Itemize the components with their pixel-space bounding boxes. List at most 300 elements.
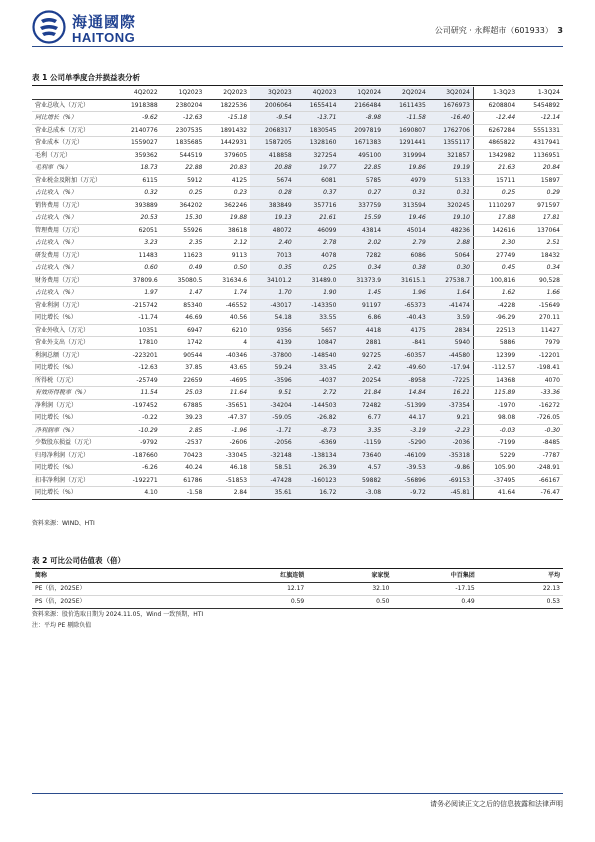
table2-cell: 0.49 bbox=[393, 596, 478, 609]
table1-cell: 7013 bbox=[250, 249, 295, 262]
table1-cell: 6086 bbox=[384, 249, 429, 262]
table1-column-header: 4Q2023 bbox=[295, 87, 340, 99]
table1-cell: -0.22 bbox=[116, 412, 161, 425]
table1-cell: 3.35 bbox=[339, 424, 384, 437]
table1-cell: 495100 bbox=[339, 149, 384, 162]
table1-row bbox=[32, 462, 563, 475]
table1-cell: 1891432 bbox=[205, 124, 250, 137]
table1-cell: -5290 bbox=[384, 437, 429, 450]
table1-title-rule bbox=[32, 85, 563, 86]
table1-cell: 27749 bbox=[474, 249, 519, 262]
table1-cell: -40.43 bbox=[384, 312, 429, 325]
table1-cell: 0.31 bbox=[384, 187, 429, 200]
table1-cell: 2.79 bbox=[384, 237, 429, 250]
table1-cell: 19.86 bbox=[384, 162, 429, 175]
table1-cell: -60357 bbox=[384, 349, 429, 362]
table1-cell: -59.05 bbox=[250, 412, 295, 425]
logo-cn-text: 海通國際 bbox=[72, 13, 137, 31]
table1-cell: 2097819 bbox=[339, 124, 384, 137]
table1-cell: 10351 bbox=[116, 324, 161, 337]
table1-cell: 364202 bbox=[161, 199, 206, 212]
table1-cell: -3596 bbox=[250, 374, 295, 387]
table1-cell: 1291441 bbox=[384, 137, 429, 150]
table1-row bbox=[32, 449, 563, 462]
table1-cell: 72482 bbox=[339, 399, 384, 412]
table1-cell: 2.35 bbox=[161, 237, 206, 250]
table1-cell: 1.97 bbox=[116, 287, 161, 300]
table1-cell: -33.36 bbox=[518, 387, 563, 400]
table1-cell: 11.64 bbox=[205, 387, 250, 400]
table1-cell: -12.14 bbox=[518, 112, 563, 125]
table1-cell: 41.64 bbox=[474, 487, 519, 500]
table1-cell: 45014 bbox=[384, 224, 429, 237]
table1-cell: 0.45 bbox=[474, 262, 519, 275]
table1-cell: -160123 bbox=[295, 474, 340, 487]
table2-column-header: 平均 bbox=[478, 570, 563, 583]
table1-cell: -198.41 bbox=[518, 362, 563, 375]
table1-cell: 1690807 bbox=[384, 124, 429, 137]
table1-cell: 0.25 bbox=[474, 187, 519, 200]
table1-cell: 2.12 bbox=[205, 237, 250, 250]
table1-cell: -6369 bbox=[295, 437, 340, 450]
table1-cell: -40346 bbox=[205, 349, 250, 362]
table1-row-label: 毛利率（%） bbox=[32, 162, 116, 175]
table1-cell: 25.03 bbox=[161, 387, 206, 400]
table1-cell: 2.40 bbox=[250, 237, 295, 250]
table1-cell: -15.18 bbox=[205, 112, 250, 125]
table1-cell: 19.88 bbox=[205, 212, 250, 225]
table1-cell: -192271 bbox=[116, 474, 161, 487]
table1-cell: 9113 bbox=[205, 249, 250, 262]
table1-cell: 2.78 bbox=[295, 237, 340, 250]
table1-cell: 1.45 bbox=[339, 287, 384, 300]
table1-row bbox=[32, 337, 563, 350]
table1-column-header: 2Q2024 bbox=[384, 87, 429, 99]
table1-cell: -8.73 bbox=[295, 424, 340, 437]
table1-cell: 321857 bbox=[429, 149, 474, 162]
table1-cell: 4979 bbox=[384, 174, 429, 187]
table1-column-header: 4Q2022 bbox=[116, 87, 161, 99]
table1-row bbox=[32, 474, 563, 487]
table1-cell: -66167 bbox=[518, 474, 563, 487]
table1-cell: -10.29 bbox=[116, 424, 161, 437]
table1-cell: 418858 bbox=[250, 149, 295, 162]
table1-cell: 18.73 bbox=[116, 162, 161, 175]
table1-cell: -8958 bbox=[384, 374, 429, 387]
table1-cell: 18432 bbox=[518, 249, 563, 262]
table1-cell: -7787 bbox=[518, 449, 563, 462]
table1-cell: 48072 bbox=[250, 224, 295, 237]
table1-cell: 7282 bbox=[339, 249, 384, 262]
table1-cell: 16.21 bbox=[429, 387, 474, 400]
table2-cell: 22.13 bbox=[478, 583, 563, 596]
table1-cell: 59.24 bbox=[250, 362, 295, 375]
table1-cell: 0.49 bbox=[161, 262, 206, 275]
table1-cell: -12.63 bbox=[161, 112, 206, 125]
table1-cell: -8.98 bbox=[339, 112, 384, 125]
haitong-logo bbox=[32, 8, 136, 48]
table1-cell: -12.44 bbox=[474, 112, 519, 125]
income-statement-table bbox=[32, 87, 563, 500]
table1-cell: -726.05 bbox=[518, 412, 563, 425]
table1-cell: 5551331 bbox=[518, 124, 563, 137]
table1-cell: 5912 bbox=[161, 174, 206, 187]
table1-row bbox=[32, 112, 563, 125]
table1-cell: 38618 bbox=[205, 224, 250, 237]
table1-row-label: 营业总收入（万元） bbox=[32, 99, 116, 112]
table1-cell: -143350 bbox=[295, 299, 340, 312]
table1-cell: 1.62 bbox=[474, 287, 519, 300]
table1-cell: 0.28 bbox=[250, 187, 295, 200]
table1-cell: -12.63 bbox=[116, 362, 161, 375]
table1-row bbox=[32, 174, 563, 187]
table1-cell: 6210 bbox=[205, 324, 250, 337]
table1-cell: -4695 bbox=[205, 374, 250, 387]
table1-row-label: 同比增长（%） bbox=[32, 487, 116, 500]
table1-title: 表 1 公司单季度合并损益表分析 bbox=[32, 73, 140, 82]
table1-cell: 5229 bbox=[474, 449, 519, 462]
table1-row bbox=[32, 424, 563, 437]
table1-cell: 2006064 bbox=[250, 99, 295, 112]
table1-cell: 31615.1 bbox=[384, 274, 429, 287]
table1-row-label: 所得税（万元） bbox=[32, 374, 116, 387]
table1-cell: 17810 bbox=[116, 337, 161, 350]
table1-cell: -76.47 bbox=[518, 487, 563, 500]
table1-cell: -35318 bbox=[429, 449, 474, 462]
table1-cell: 17.81 bbox=[518, 212, 563, 225]
table1-cell: 2380204 bbox=[161, 99, 206, 112]
table1-cell: 15.59 bbox=[339, 212, 384, 225]
table1-cell: 11483 bbox=[116, 249, 161, 262]
table1-cell: 33.55 bbox=[295, 312, 340, 325]
table1-cell: 362246 bbox=[205, 199, 250, 212]
footer-divider bbox=[32, 793, 563, 794]
table1-row-label: 占比收入（%） bbox=[32, 262, 116, 275]
table1-cell: -41474 bbox=[429, 299, 474, 312]
table1-cell: 1671383 bbox=[339, 137, 384, 150]
table1-cell: -1.71 bbox=[250, 424, 295, 437]
table1-cell: 2.85 bbox=[161, 424, 206, 437]
table1-cell: -15649 bbox=[518, 299, 563, 312]
footer-disclaimer: 请务必阅读正文之后的信息披露和法律声明 bbox=[430, 800, 563, 808]
table1-cell: 5674 bbox=[250, 174, 295, 187]
table1-cell: -37495 bbox=[474, 474, 519, 487]
table1-row bbox=[32, 212, 563, 225]
table1-cell: 21.61 bbox=[295, 212, 340, 225]
table1-cell: 22659 bbox=[161, 374, 206, 387]
table1-cell: 6.86 bbox=[339, 312, 384, 325]
table1-cell: 11623 bbox=[161, 249, 206, 262]
table1-cell: -32148 bbox=[250, 449, 295, 462]
table1-cell: -96.29 bbox=[474, 312, 519, 325]
table1-cell: 971597 bbox=[518, 199, 563, 212]
table1-cell: 1742 bbox=[161, 337, 206, 350]
table1-cell: 31634.6 bbox=[205, 274, 250, 287]
table1-cell: -2.23 bbox=[429, 424, 474, 437]
table1-cell: 2834 bbox=[429, 324, 474, 337]
table1-cell: 1587205 bbox=[250, 137, 295, 150]
table1-cell: 0.30 bbox=[429, 262, 474, 275]
table2-cell: 12.17 bbox=[222, 583, 307, 596]
table1-cell: -51853 bbox=[205, 474, 250, 487]
table1-cell: 33.45 bbox=[295, 362, 340, 375]
table1-cell: -0.03 bbox=[474, 424, 519, 437]
table1-cell: 4865822 bbox=[474, 137, 519, 150]
table1-cell: 21.63 bbox=[474, 162, 519, 175]
table1-cell: 22513 bbox=[474, 324, 519, 337]
table1-cell: -49.60 bbox=[384, 362, 429, 375]
table1-cell: 6208804 bbox=[474, 99, 519, 112]
table1-cell: 100,816 bbox=[474, 274, 519, 287]
table1-cell: 4070 bbox=[518, 374, 563, 387]
table1-row-label: 营业利润（万元） bbox=[32, 299, 116, 312]
table1-row bbox=[32, 399, 563, 412]
table1-cell: 58.51 bbox=[250, 462, 295, 475]
table1-cell: 85340 bbox=[161, 299, 206, 312]
table1-cell: 1559027 bbox=[116, 137, 161, 150]
table1-cell: 1822536 bbox=[205, 99, 250, 112]
table1-cell: -215742 bbox=[116, 299, 161, 312]
table1-cell: 0.31 bbox=[429, 187, 474, 200]
table1-row-label: 利润总额（万元） bbox=[32, 349, 116, 362]
table1-cell: 40.24 bbox=[161, 462, 206, 475]
table1-cell: 31489.0 bbox=[295, 274, 340, 287]
table1-cell: 98.08 bbox=[474, 412, 519, 425]
table1-cell: -46552 bbox=[205, 299, 250, 312]
table1-cell: -13.71 bbox=[295, 112, 340, 125]
table1-cell: 0.38 bbox=[384, 262, 429, 275]
table1-cell: 34101.2 bbox=[250, 274, 295, 287]
table1-cell: -9.62 bbox=[116, 112, 161, 125]
table1-cell: 6081 bbox=[295, 174, 340, 187]
table1-cell: 6115 bbox=[116, 174, 161, 187]
table1-cell: 1136951 bbox=[518, 149, 563, 162]
table1-cell: 59882 bbox=[339, 474, 384, 487]
table1-cell: 15711 bbox=[474, 174, 519, 187]
table1-cell: 31373.9 bbox=[339, 274, 384, 287]
table1-cell: -2537 bbox=[161, 437, 206, 450]
table1-cell: 1342982 bbox=[474, 149, 519, 162]
table1-row bbox=[32, 299, 563, 312]
table1-cell: 73640 bbox=[339, 449, 384, 462]
table1-cell: 6.77 bbox=[339, 412, 384, 425]
table1-cell: 20254 bbox=[339, 374, 384, 387]
table1-cell: -44580 bbox=[429, 349, 474, 362]
table1-cell: -37800 bbox=[250, 349, 295, 362]
table1-row-label: 占比收入（%） bbox=[32, 287, 116, 300]
table1-cell: 5657 bbox=[295, 324, 340, 337]
table1-row bbox=[32, 199, 563, 212]
table1-cell: 4139 bbox=[250, 337, 295, 350]
table1-cell: -3.08 bbox=[339, 487, 384, 500]
table1-cell: 48236 bbox=[429, 224, 474, 237]
table1-cell: 319994 bbox=[384, 149, 429, 162]
table1-cell: 90,528 bbox=[518, 274, 563, 287]
table1-cell: 37809.6 bbox=[116, 274, 161, 287]
table1-cell: 1.70 bbox=[250, 287, 295, 300]
table1-cell: 0.23 bbox=[205, 187, 250, 200]
table1-column-header: 1Q2023 bbox=[161, 87, 206, 99]
page-number: 3 bbox=[557, 26, 563, 35]
table1-cell: 61786 bbox=[161, 474, 206, 487]
table1-row bbox=[32, 262, 563, 275]
doc-info-text: 公司研究 · 永辉超市（601933） bbox=[434, 26, 553, 35]
table2-title: 表 2 可比公司估值表（倍） bbox=[32, 556, 125, 565]
table1-cell: 12399 bbox=[474, 349, 519, 362]
table1-cell: 2.51 bbox=[518, 237, 563, 250]
table1-row bbox=[32, 124, 563, 137]
table1-cell: -7199 bbox=[474, 437, 519, 450]
table2-column-header: 家家悦 bbox=[307, 570, 392, 583]
table1-row bbox=[32, 149, 563, 162]
table1-cell: -223201 bbox=[116, 349, 161, 362]
table1-cell: 3.59 bbox=[429, 312, 474, 325]
table1-row-label: 营业外收入（万元） bbox=[32, 324, 116, 337]
table1-row bbox=[32, 287, 563, 300]
table1-cell: 1110297 bbox=[474, 199, 519, 212]
table1-row bbox=[32, 224, 563, 237]
table1-cell: -2606 bbox=[205, 437, 250, 450]
table1-row bbox=[32, 312, 563, 325]
table1-row bbox=[32, 249, 563, 262]
table1-cell: 15.30 bbox=[161, 212, 206, 225]
table2-header-row bbox=[32, 570, 563, 583]
table1-cell: 0.29 bbox=[518, 187, 563, 200]
table1-cell: 5133 bbox=[429, 174, 474, 187]
table1-row-label: 销售费用（万元） bbox=[32, 199, 116, 212]
table1-row bbox=[32, 99, 563, 112]
table1-row-label: 净利润（万元） bbox=[32, 399, 116, 412]
table1-column-header: 2Q2023 bbox=[205, 87, 250, 99]
table1-cell: 270.11 bbox=[518, 312, 563, 325]
page-header bbox=[0, 0, 595, 60]
table1-cell: 20.88 bbox=[250, 162, 295, 175]
table1-cell: 1762706 bbox=[429, 124, 474, 137]
table1-row-label: 毛利（万元） bbox=[32, 149, 116, 162]
table1-cell: -33045 bbox=[205, 449, 250, 462]
table1-cell: 62051 bbox=[116, 224, 161, 237]
table1-row-label: 扣非净利润（万元） bbox=[32, 474, 116, 487]
table1-cell: 19.46 bbox=[384, 212, 429, 225]
table1-cell: 1611435 bbox=[384, 99, 429, 112]
table1-cell: 1328160 bbox=[295, 137, 340, 150]
table1-cell: 7979 bbox=[518, 337, 563, 350]
table1-row bbox=[32, 237, 563, 250]
table1-column-header: 1-3Q24 bbox=[518, 87, 563, 99]
table1-row bbox=[32, 374, 563, 387]
table1-cell: 3.23 bbox=[116, 237, 161, 250]
table1-cell: 2.84 bbox=[205, 487, 250, 500]
table1-cell: 1676973 bbox=[429, 99, 474, 112]
table1-cell: 393889 bbox=[116, 199, 161, 212]
table1-cell: -47428 bbox=[250, 474, 295, 487]
table1-cell: 1830545 bbox=[295, 124, 340, 137]
table1-cell: 2.02 bbox=[339, 237, 384, 250]
table1-cell: -51399 bbox=[384, 399, 429, 412]
table1-cell: 0.27 bbox=[339, 187, 384, 200]
table1-row bbox=[32, 349, 563, 362]
table1-cell: -112.57 bbox=[474, 362, 519, 375]
table1-column-header bbox=[32, 87, 116, 99]
table1-row bbox=[32, 387, 563, 400]
table2-cell: -17.15 bbox=[393, 583, 478, 596]
table1-cell: 11427 bbox=[518, 324, 563, 337]
table1-row-label: 营业成本（万元） bbox=[32, 137, 116, 150]
table1-cell: 0.25 bbox=[295, 262, 340, 275]
table1-cell: -9.54 bbox=[250, 112, 295, 125]
table1-row bbox=[32, 274, 563, 287]
table1-cell: -841 bbox=[384, 337, 429, 350]
table1-cell: 19.77 bbox=[295, 162, 340, 175]
table1-cell: 9.21 bbox=[429, 412, 474, 425]
table1-cell: 2881 bbox=[339, 337, 384, 350]
table1-cell: 5064 bbox=[429, 249, 474, 262]
table1-cell: 1.96 bbox=[384, 287, 429, 300]
table1-cell: -1.96 bbox=[205, 424, 250, 437]
table1-cell: 40.56 bbox=[205, 312, 250, 325]
table1-cell: -43017 bbox=[250, 299, 295, 312]
table1-cell: 43.65 bbox=[205, 362, 250, 375]
valuation-table bbox=[32, 570, 563, 609]
table1-cell: 0.37 bbox=[295, 187, 340, 200]
table2-title-rule bbox=[32, 568, 563, 569]
table1-cell: -25749 bbox=[116, 374, 161, 387]
table1-cell: 14.84 bbox=[384, 387, 429, 400]
table1-cell: 1655414 bbox=[295, 99, 340, 112]
table1-cell: 327254 bbox=[295, 149, 340, 162]
table1-cell: -11.74 bbox=[116, 312, 161, 325]
table2-cell: 0.50 bbox=[307, 596, 392, 609]
table1-cell: -56896 bbox=[384, 474, 429, 487]
table1-row-label: 同比增长（%） bbox=[32, 462, 116, 475]
table1-cell: 2140776 bbox=[116, 124, 161, 137]
table1-cell: -16.40 bbox=[429, 112, 474, 125]
table1-cell: 4078 bbox=[295, 249, 340, 262]
table2-column-header: 红旗连锁 bbox=[222, 570, 307, 583]
table1-column-header: 3Q2024 bbox=[429, 87, 474, 99]
table1-row bbox=[32, 362, 563, 375]
table1-cell: 2166484 bbox=[339, 99, 384, 112]
table1-cell: 1442931 bbox=[205, 137, 250, 150]
table1-cell: 20.84 bbox=[518, 162, 563, 175]
table1-cell: 4418 bbox=[339, 324, 384, 337]
table1-cell: 46.69 bbox=[161, 312, 206, 325]
haitong-logo-icon bbox=[32, 10, 66, 44]
table1-cell: 14368 bbox=[474, 374, 519, 387]
table1-cell: -17.94 bbox=[429, 362, 474, 375]
table1-cell: -16272 bbox=[518, 399, 563, 412]
table1-cell: -6.26 bbox=[116, 462, 161, 475]
table1-cell: 70423 bbox=[161, 449, 206, 462]
table1-cell: -69153 bbox=[429, 474, 474, 487]
table1-cell: 4.10 bbox=[116, 487, 161, 500]
table1-cell: 92725 bbox=[339, 349, 384, 362]
table2-row-label: PS（倍，2025E） bbox=[32, 596, 222, 609]
table1-cell: 320245 bbox=[429, 199, 474, 212]
table1-row-label: 管理费用（万元） bbox=[32, 224, 116, 237]
table2-cell: 0.59 bbox=[222, 596, 307, 609]
table1-cell: -2036 bbox=[429, 437, 474, 450]
table1-cell: 0.35 bbox=[250, 262, 295, 275]
table1-cell: 4125 bbox=[205, 174, 250, 187]
table1-row bbox=[32, 187, 563, 200]
table1-cell: 383849 bbox=[250, 199, 295, 212]
table1-cell: 22.88 bbox=[161, 162, 206, 175]
table1-cell: 1.90 bbox=[295, 287, 340, 300]
table1-cell: 5454892 bbox=[518, 99, 563, 112]
table1-row bbox=[32, 137, 563, 150]
table1-cell: 21.84 bbox=[339, 387, 384, 400]
